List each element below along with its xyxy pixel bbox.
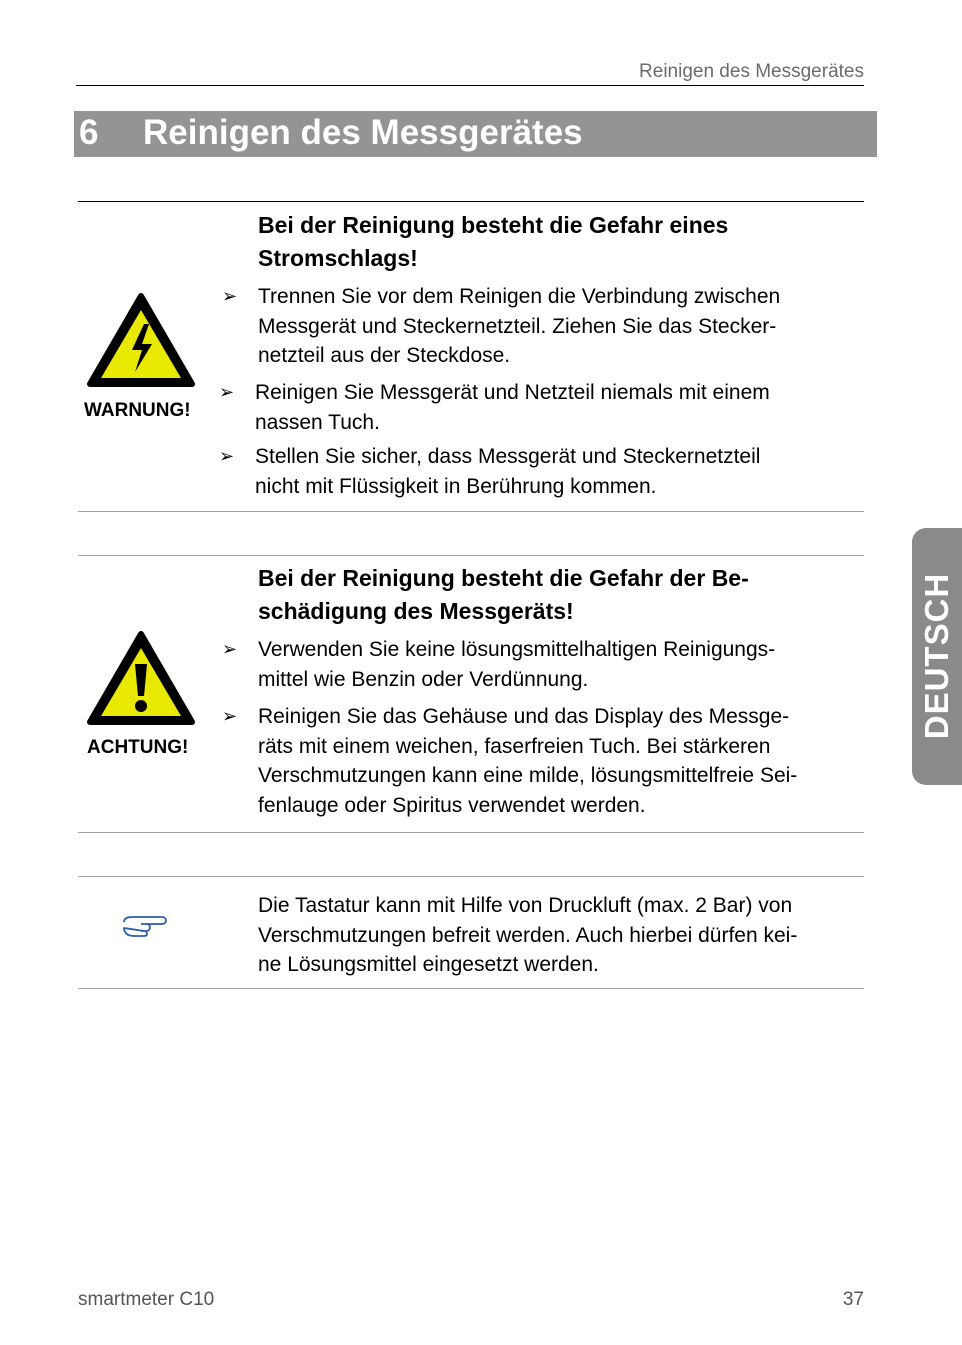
header-rule bbox=[76, 85, 864, 86]
bullet-arrow-icon: ➢ bbox=[219, 446, 235, 466]
bullet-line: netzteil aus der Steckdose. bbox=[258, 344, 511, 367]
bullet-line: Trennen Sie vor dem Reinigen die Verbindung zwischen bbox=[258, 285, 781, 308]
bullet-line: nassen Tuch. bbox=[255, 410, 380, 434]
bullet-line: Verwenden Sie keine lösungsmittelhaltigen Reinigungs- bbox=[258, 638, 776, 661]
list-item bbox=[219, 378, 770, 437]
warning-notice bbox=[78, 201, 864, 512]
bullet-arrow-icon: ➢ bbox=[222, 706, 238, 726]
chapter-heading bbox=[74, 111, 877, 157]
caution-title-line: schädigung des Messgeräts! bbox=[258, 598, 574, 624]
list-item bbox=[222, 702, 798, 820]
caution-label: ACHTUNG! bbox=[87, 737, 189, 758]
bullet-line: Reinigen Sie Messgerät und Netzteil niemals mit einem bbox=[255, 381, 770, 404]
hint-text bbox=[258, 891, 858, 980]
language-tab-label: DEUTSCH bbox=[918, 572, 955, 740]
warning-title-line: Stromschlags! bbox=[258, 245, 418, 271]
bullet-line: Reinigen Sie das Gehäuse und das Display des Messge- bbox=[258, 705, 790, 728]
electric-hazard-icon bbox=[86, 292, 196, 390]
bullet-line: mittel wie Benzin oder Verdünnung. bbox=[258, 667, 589, 691]
language-tab bbox=[912, 528, 962, 785]
pointing-hand-icon bbox=[122, 913, 168, 937]
chapter-number: 6 bbox=[79, 113, 99, 152]
chapter-title: Reinigen des Messgerätes bbox=[143, 113, 583, 152]
hint-notice bbox=[78, 876, 864, 989]
bullet-arrow-icon: ➢ bbox=[222, 286, 238, 306]
caution-notice bbox=[78, 555, 864, 833]
bullet-line: Verschmutzungen kann eine milde, lösungsmittelfreie Sei- bbox=[258, 764, 798, 787]
caution-title bbox=[258, 562, 818, 628]
hint-line: Die Tastatur kann mit Hilfe von Druckluft (max. 2 Bar) von bbox=[258, 894, 793, 917]
running-header: Reinigen des Messgerätes bbox=[639, 61, 864, 82]
exclamation-warning-icon bbox=[86, 630, 196, 728]
list-item bbox=[219, 442, 761, 501]
list-item bbox=[222, 635, 776, 694]
hint-line: Verschmutzungen befreit werden. Auch hierbei dürfen kei- bbox=[258, 923, 798, 947]
bullet-arrow-icon: ➢ bbox=[222, 639, 238, 659]
bullet-line: fenlauge oder Spiritus verwendet werden. bbox=[258, 793, 646, 817]
caution-title-line: Bei der Reinigung besteht die Gefahr der Be- bbox=[258, 565, 749, 591]
hint-line: ne Lösungsmittel eingesetzt werden. bbox=[258, 953, 599, 976]
warning-title bbox=[258, 209, 818, 275]
bullet-line: Stellen Sie sicher, dass Messgerät und Steckernetzteil bbox=[255, 445, 761, 468]
bullet-line: räts mit einem weichen, faserfreien Tuch. Bei stärkeren bbox=[258, 734, 771, 758]
warning-title-line: Bei der Reinigung besteht die Gefahr eines bbox=[258, 212, 729, 238]
footer-product: smartmeter C10 bbox=[78, 1289, 215, 1310]
bullet-line: Messgerät und Steckernetzteil. Ziehen Sie das Stecker- bbox=[258, 314, 777, 338]
list-item bbox=[222, 282, 781, 371]
warning-label: WARNUNG! bbox=[84, 400, 191, 421]
page-number: 37 bbox=[842, 1289, 864, 1310]
bullet-arrow-icon: ➢ bbox=[219, 382, 235, 402]
bullet-line: nicht mit Flüssigkeit in Berührung kommen. bbox=[255, 474, 657, 498]
